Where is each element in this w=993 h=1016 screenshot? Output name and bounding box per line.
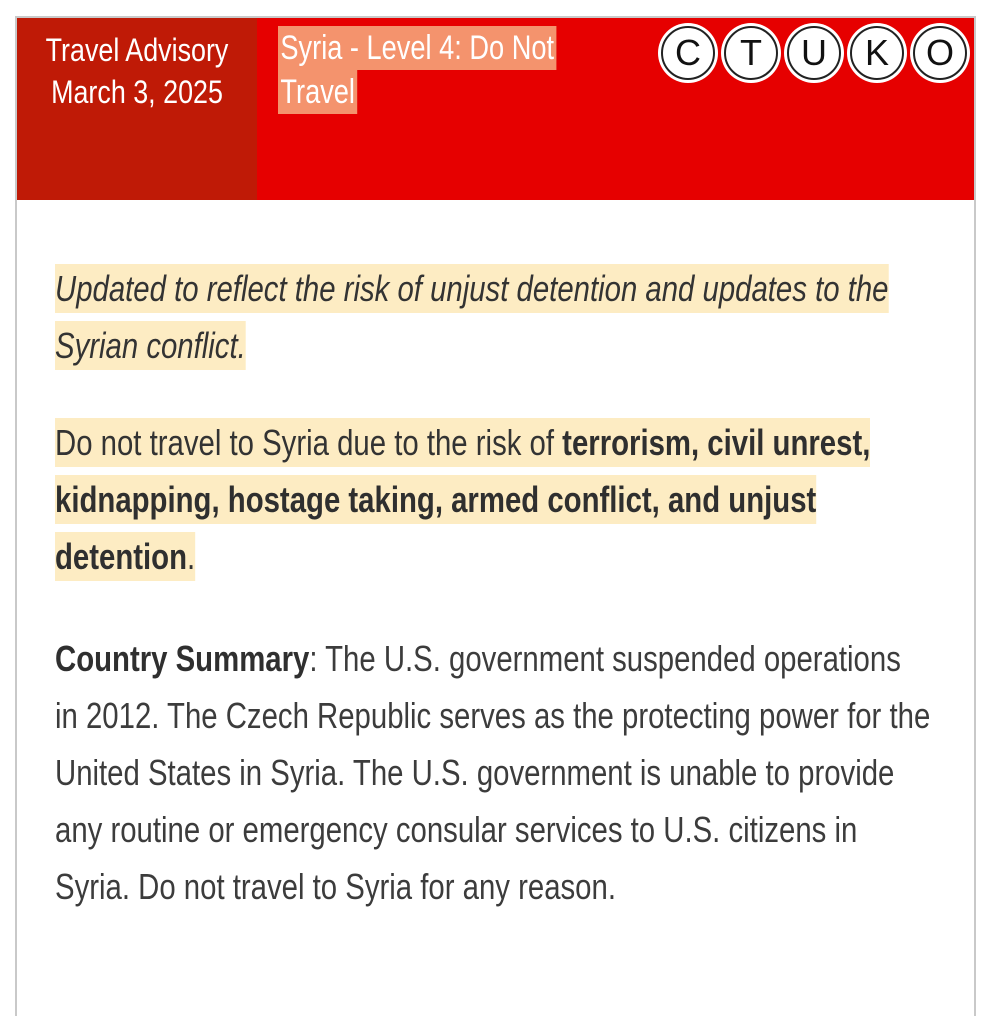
logo-letter-k: K xyxy=(850,26,904,80)
logo-letter-o: O xyxy=(913,26,967,80)
summary-label: Country Summary xyxy=(55,638,310,679)
travel-warning xyxy=(55,414,931,585)
ctuko-logo xyxy=(661,26,971,86)
travel-warning-highlight xyxy=(55,418,870,581)
advisory-date: March 3, 2025 xyxy=(51,74,223,110)
warning-risks: terrorism, civil unrest, kidnapping, hostage taking, armed conflict, and unjust detention xyxy=(55,422,871,577)
advisory-content xyxy=(55,260,945,907)
logo-letter-u: U xyxy=(787,26,841,80)
date-block xyxy=(17,18,257,200)
update-note xyxy=(55,260,919,374)
advisory-title-line-2: Travel xyxy=(278,70,357,114)
advisory-header xyxy=(17,18,974,200)
advisory-label: Travel Advisory xyxy=(45,32,229,68)
warning-suffix: . xyxy=(187,536,196,577)
warning-prefix: Do not travel to Syria due to the risk of xyxy=(55,422,563,463)
update-note-text: Updated to reflect the risk of unjust detention and updates to the Syrian conflict. xyxy=(55,264,888,370)
summary-separator: : xyxy=(309,638,326,679)
advisory-title-line-1: Syria - Level 4: Do Not xyxy=(278,26,556,70)
advisory-card xyxy=(15,16,976,1016)
summary-text: The U.S. government suspended operations in 2012. The Czech Republic serves as the protecting power for the United States in Syria. The U.S. government is unable to provide any routine or emergency consular services to U.S. citizens in Syria. Do not travel to Syria for any reason. xyxy=(55,638,931,907)
logo-letter-t: T xyxy=(724,26,778,80)
logo-letter-c: C xyxy=(661,26,715,80)
country-summary xyxy=(55,630,931,915)
